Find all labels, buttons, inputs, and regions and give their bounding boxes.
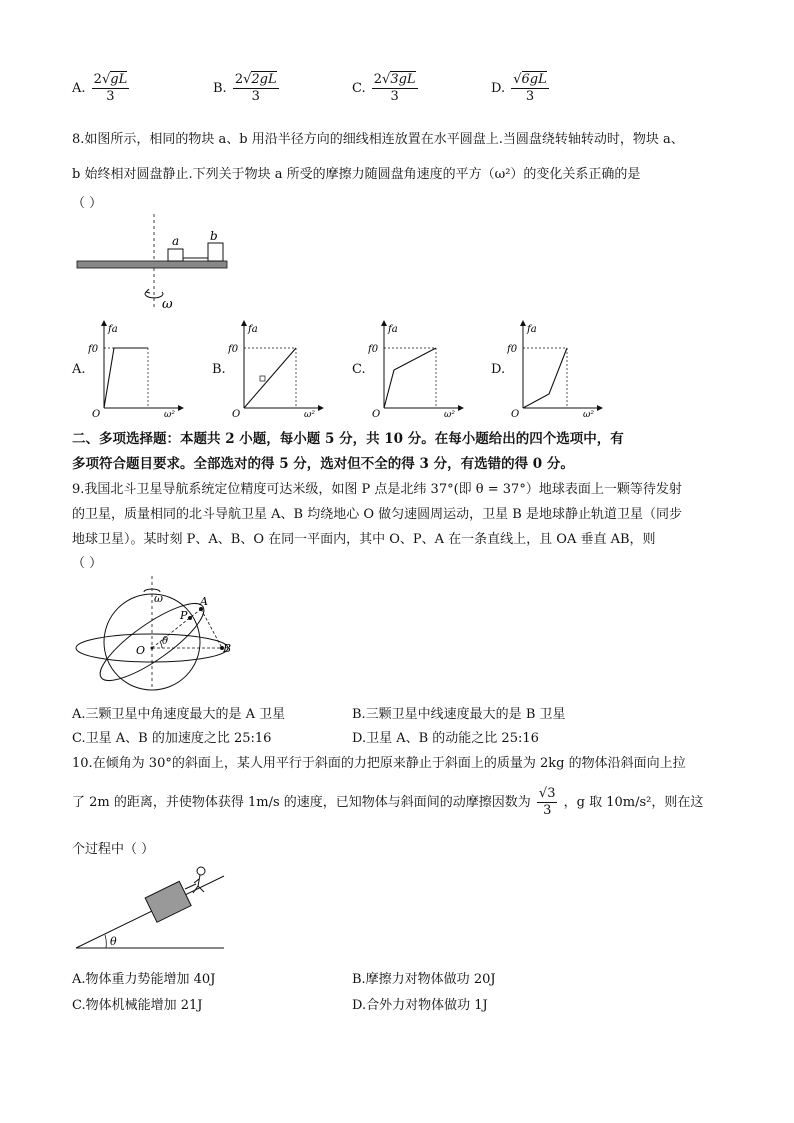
label-a: a bbox=[172, 234, 180, 248]
mu-fraction: $\frac{√3}{3}$ bbox=[538, 786, 556, 818]
label-theta: θ bbox=[162, 636, 169, 647]
axis-y-label: fa bbox=[388, 324, 398, 335]
option-label: D. bbox=[491, 81, 506, 96]
q9-option-d: D.卫星 A、B 的动能之比 25:16 bbox=[352, 731, 539, 746]
q7-option-a bbox=[72, 72, 129, 105]
f0-label: f0 bbox=[368, 344, 379, 355]
label-b: b bbox=[210, 229, 218, 243]
origin-label: O bbox=[232, 409, 241, 418]
graph-curve bbox=[244, 348, 296, 408]
axis-x-label: ω² bbox=[304, 410, 315, 418]
option-fraction: $\frac{2√gL}{3}$ bbox=[93, 72, 128, 104]
label-o: O bbox=[136, 644, 146, 657]
label-omega: ω bbox=[162, 297, 173, 312]
q9-line3: 地球卫星）。某时刻 P、A、B、O 在同一平面内，其中 O、P、A 在一条直线上，且 OA 垂直 AB，则 bbox=[72, 532, 656, 547]
q9-answer-paren: （ ） bbox=[72, 556, 103, 571]
q9-line1: 9.我国北斗卫星导航系统定位精度可达米级，如图 P 点是北纬 37°(即 θ = 37°）地球表面上一颗等待发射 bbox=[72, 482, 682, 497]
point-p bbox=[188, 616, 192, 620]
q10-option-d: D.合外力对物体做功 1J bbox=[352, 998, 488, 1013]
block-b bbox=[208, 243, 223, 261]
axis-x-label: ω² bbox=[583, 410, 594, 418]
axis-y-label: fa bbox=[248, 324, 258, 335]
q8-answer-paren: （ ） bbox=[72, 196, 103, 211]
sqrt-sign: √ bbox=[101, 72, 111, 87]
graph-plot bbox=[88, 318, 184, 418]
graph-plot bbox=[368, 318, 464, 418]
origin-label: O bbox=[511, 409, 520, 418]
graph-curve bbox=[104, 348, 148, 408]
graph-label: A. bbox=[72, 362, 86, 377]
graph-plot bbox=[228, 318, 324, 418]
q10-line1: 10.在倾角为 30°的斜面上，某人用平行于斜面的力把原来静止于斜面上的质量为 2kg 的物体沿斜面向上拉 bbox=[72, 756, 686, 771]
f0-label: f0 bbox=[88, 344, 99, 355]
section2-heading-line2: 多项符合题目要求。全部选对的得 5 分，选对但不全的得 3 分，有选错的得 0 分。 bbox=[72, 456, 574, 472]
incline bbox=[76, 876, 224, 948]
q8-disk-figure bbox=[72, 212, 232, 312]
label-theta: θ bbox=[110, 935, 117, 948]
q9-line2: 的卫星，质量相同的北斗导航卫星 A、B 均绕地心 O 做匀速圆周运动，卫星 B 是地球静止轨道卫星（同步 bbox=[72, 507, 682, 522]
f0-label: f0 bbox=[507, 344, 518, 355]
q10-option-b: B.摩擦力对物体做功 20J bbox=[352, 972, 496, 987]
sqrt-sign: √ bbox=[243, 72, 252, 87]
option-fraction: $\frac{√6gL}{3}$ bbox=[513, 72, 547, 104]
graph-label: C. bbox=[352, 362, 366, 377]
q10-line2: 了 2m 的距离，并使物体获得 1m/s 的速度，已知物体与斜面间的动摩擦因数为 $\frac{√3}{3}$ ，g 取 10m/s²，则在这 bbox=[72, 786, 704, 818]
origin-label: O bbox=[92, 409, 101, 418]
option-label: C. bbox=[352, 81, 366, 96]
q9-option-b: B.三颗卫星中线速度最大的是 B 卫星 bbox=[352, 707, 566, 722]
option-label: B. bbox=[213, 81, 227, 96]
q9-option-c: C.卫星 A、B 的加速度之比 25:16 bbox=[72, 731, 272, 746]
rope bbox=[185, 884, 196, 889]
axis-y-label: fa bbox=[108, 324, 118, 335]
axis-y-label: fa bbox=[527, 324, 537, 335]
graph-label: D. bbox=[491, 362, 506, 377]
f0-label: f0 bbox=[228, 344, 239, 355]
q7-option-d bbox=[491, 72, 549, 105]
block bbox=[145, 881, 191, 922]
label-p: P bbox=[180, 609, 188, 622]
person-body bbox=[193, 875, 204, 893]
disk-plate bbox=[77, 261, 227, 268]
q10-line3: 个过程中（ ） bbox=[72, 842, 155, 857]
q10-option-c: C.物体机械能增加 21J bbox=[72, 998, 203, 1013]
q7-option-b bbox=[213, 72, 279, 105]
origin-label: O bbox=[372, 409, 381, 418]
sqrt-sign: √ bbox=[382, 72, 391, 87]
section2-heading-line1: 二、多项选择题：本题共 2 小题，每小题 5 分，共 10 分。在每小题给出的四个选项中，有 bbox=[72, 431, 624, 447]
graph-label: B. bbox=[212, 362, 226, 377]
label-omega: ω bbox=[154, 592, 163, 605]
line-ab bbox=[201, 609, 222, 648]
option-fraction: $\frac{2√2gL}{3}$ bbox=[234, 72, 277, 104]
graph-curve bbox=[523, 348, 567, 408]
block-a bbox=[168, 249, 183, 261]
q7-option-c bbox=[352, 72, 418, 105]
label-a: A bbox=[200, 595, 208, 608]
q9-orbit-figure bbox=[72, 572, 232, 694]
q8-line2: b 始终相对圆盘静止.下列关于物块 a 所受的摩擦力随圆盘角速度的平方（ω²）的变化关系正确的是 bbox=[72, 167, 641, 182]
label-b: B bbox=[223, 642, 232, 655]
axis-x-label: ω² bbox=[164, 410, 175, 418]
point-o bbox=[151, 647, 154, 650]
q9-option-a: A.三颗卫星中角速度最大的是 A 卫星 bbox=[72, 707, 286, 722]
axis-x-label: ω² bbox=[444, 410, 455, 418]
graph-curve bbox=[384, 348, 436, 408]
option-label: A. bbox=[72, 81, 86, 96]
q10-incline-figure bbox=[72, 862, 228, 952]
person-head bbox=[197, 867, 205, 875]
sqrt-sign: √ bbox=[513, 72, 522, 87]
q8-line1: 8.如图所示，相同的物块 a、b 用沿半径方向的细线相连放置在水平圆盘上.当圆盘绕转轴转动时，物块 a、 bbox=[72, 132, 684, 147]
q10-option-a: A.物体重力势能增加 40J bbox=[72, 972, 216, 987]
graph-plot bbox=[507, 318, 603, 418]
option-fraction: $\frac{2√3gL}{3}$ bbox=[373, 72, 416, 104]
